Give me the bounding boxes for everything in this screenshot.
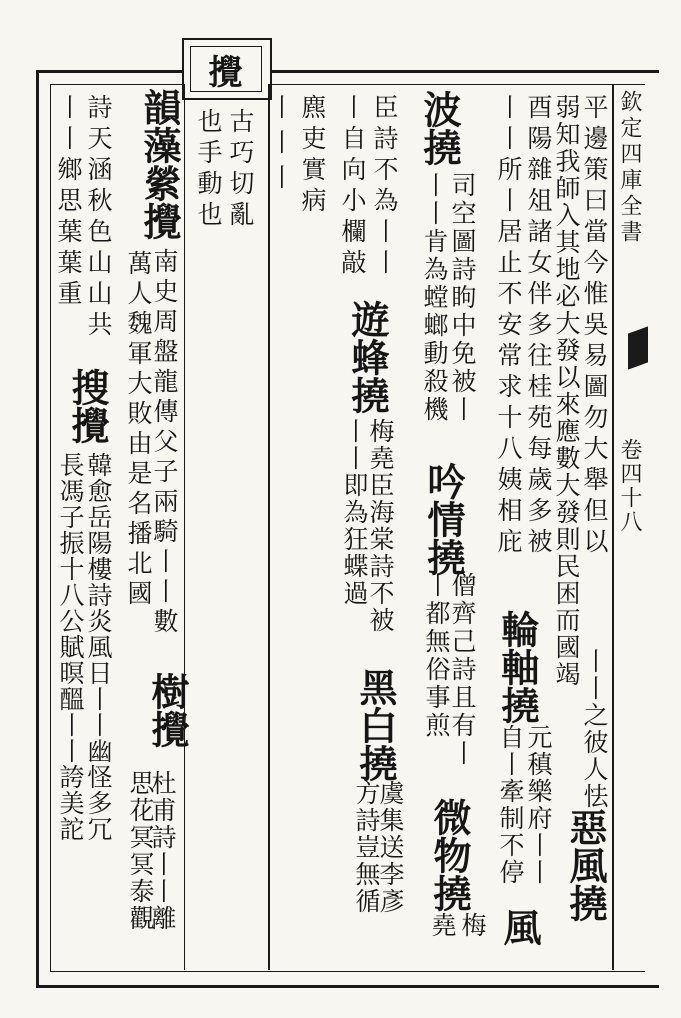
text-column: 虞集送李彥 xyxy=(376,780,405,915)
text-column: 長馮子振十八公賦暝醞丨丨誇美詑 xyxy=(56,452,85,842)
entry-heading: 韻藻縈攪 xyxy=(137,88,182,240)
entry-heading: 輪軸撓 xyxy=(495,610,540,724)
text-column: 風 xyxy=(497,908,542,946)
entry-heading: 惡風撓 xyxy=(563,808,608,922)
entry-heading: 搜攪 xyxy=(65,368,110,444)
text-column: 杜甫詩丨丨離 xyxy=(148,770,177,932)
text-column: 元稹樂府丨丨 xyxy=(524,724,553,886)
entry-heading: 黑白撓 xyxy=(353,668,398,782)
text-column: 堯 xyxy=(428,912,457,943)
text-column: 南史周盤龍傳父子兩騎丨丨數 xyxy=(150,248,179,638)
text-column: 方詩豈無循 xyxy=(352,780,381,915)
text-column: 司空圖詩眗中免被丨 xyxy=(448,172,477,424)
column-divider xyxy=(268,84,270,970)
text-column: 僧齊己詩且有丨 xyxy=(448,572,477,768)
gloss-column: 古巧切亂 xyxy=(226,108,255,232)
column-divider xyxy=(184,84,185,970)
entry-heading: 遊蜂撓 xyxy=(345,300,390,414)
gloss-column: 也手動也 xyxy=(194,108,223,232)
text-column: 弱知我師入其地必大發以來應數大發則民困而國竭 xyxy=(552,94,581,688)
ditto-marks: 丨丨丨 xyxy=(266,94,295,199)
fish-tail-mark xyxy=(628,326,648,369)
text-column: 自丨牽制不停 xyxy=(496,724,525,886)
text-column: 韓愈岳陽樓詩炎風日丨丨幽怪多冗 xyxy=(84,452,113,842)
text-column: 思花冥冥泰觀 xyxy=(126,770,155,932)
text-column: 丨丨鄉思葉葉重 xyxy=(54,94,83,311)
text-column: 麃吏實病 xyxy=(298,94,327,218)
entry-heading: 吟情撓 xyxy=(421,462,466,576)
text-column: 萬人魏軍大敗由是名播北國 xyxy=(124,250,153,610)
text-column: 丨丨肯為螳螂動殺機 xyxy=(420,172,449,424)
entry-heading: 波撓 xyxy=(417,90,462,166)
text-column: 丨丨所丨居止不安常求十八姨相庇 xyxy=(494,94,523,559)
entry-heading: 樹攪 xyxy=(145,672,190,748)
text-column: 丨自向小欄敲 xyxy=(338,94,367,280)
text-column: 平邊策曰當今惟吳易圖勿大舉但以 xyxy=(580,94,609,559)
text-column: 梅堯臣海棠詩不被 xyxy=(366,418,395,634)
text-column: 臣詩不為丨丨 xyxy=(370,94,399,280)
entry-heading: 微物撓 xyxy=(427,798,472,912)
text-column: 丨丨之彼人怯 xyxy=(580,648,609,810)
text-column: 酉陽雜俎諸女伴多往桂苑每歲多被 xyxy=(524,94,553,559)
headword-tab-char: 攪 xyxy=(202,54,242,88)
text-column: 丨丨即為狂蝶過 xyxy=(340,418,369,607)
text-column: 詩天涵秋色山山共 xyxy=(84,94,113,342)
header-divider xyxy=(612,84,614,970)
text-column: 梅 xyxy=(458,912,487,943)
volume-label: 卷四十八 xyxy=(617,438,642,534)
text-column: 丨都無俗事煎 xyxy=(422,572,451,740)
series-title: 欽定四庫全書 xyxy=(617,90,642,246)
